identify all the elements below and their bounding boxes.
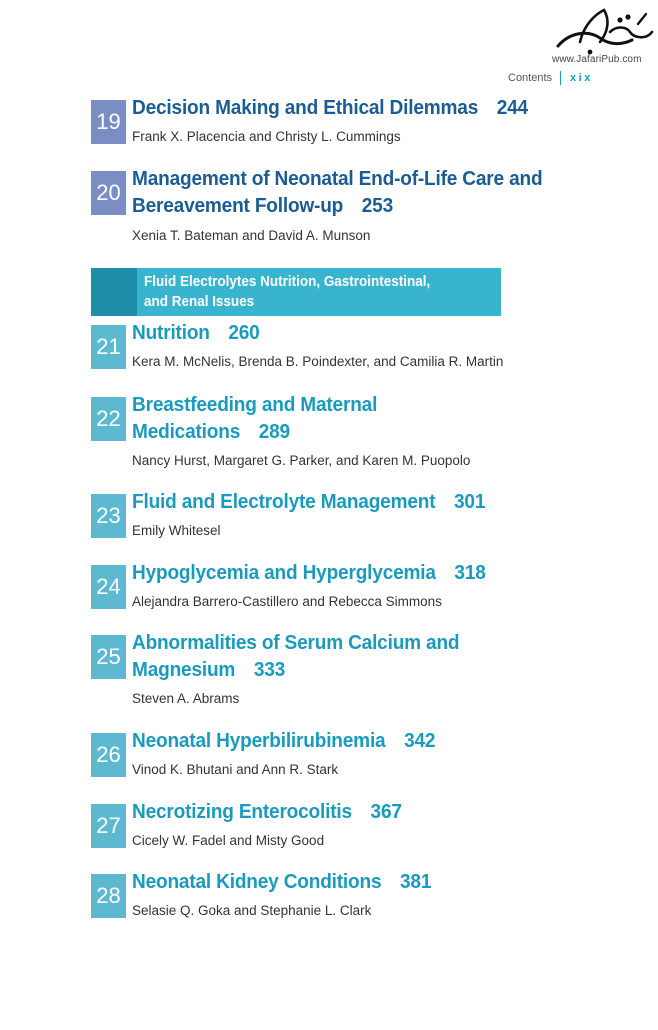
chapter-authors: Steven A. Abrams	[132, 691, 240, 706]
chapter-authors: Vinod K. Bhutani and Ann R. Stark	[132, 762, 339, 777]
section-title: Fluid Electrolytes Nutrition, Gastrointestinal, and Renal Issues	[144, 274, 431, 310]
chapter-title[interactable]: Nutrition 260	[132, 321, 260, 344]
chapter-number: 19	[91, 100, 126, 144]
chapter-title[interactable]: Hypoglycemia and Hyperglycemia 318	[132, 561, 486, 584]
chapter-title[interactable]: Neonatal Hyperbilirubinemia 342	[132, 729, 436, 752]
chapter-number: 21	[91, 325, 126, 369]
chapter-authors: Frank X. Placencia and Christy L. Cummings	[132, 129, 401, 144]
chapter-page: 301	[453, 490, 486, 513]
chapter-authors: Emily Whitesel	[132, 523, 221, 538]
chapter-number: 23	[91, 494, 126, 538]
chapter-authors: Kera M. McNelis, Brenda B. Poindexter, and Camilia R. Martin	[132, 354, 504, 369]
chapter-page: 381	[399, 870, 432, 893]
chapter-title[interactable]: Necrotizing Enterocolitis 367	[132, 800, 402, 823]
chapter-authors: Selasie Q. Goka and Stephanie L. Clark	[132, 903, 372, 918]
chapter-page: 244	[496, 96, 528, 119]
chapter-number: 27	[91, 804, 126, 848]
chapter-title[interactable]: Abnormalities of Serum Calcium and Magnesium 333	[132, 631, 460, 681]
chapter-page: 367	[370, 800, 402, 823]
chapter-page: 260	[228, 321, 260, 344]
section-banner	[91, 268, 501, 316]
chapter-page: 342	[404, 729, 436, 752]
chapter-number: 20	[91, 171, 126, 215]
chapter-page: 289	[258, 420, 290, 443]
chapter-number: 22	[91, 397, 126, 441]
chapter-authors: Xenia T. Bateman and David A. Munson	[132, 228, 371, 243]
header-divider	[560, 71, 561, 85]
chapter-title[interactable]: Breastfeeding and Maternal Medications 289	[132, 393, 378, 443]
chapter-authors: Cicely W. Fadel and Misty Good	[132, 833, 325, 848]
chapter-title[interactable]: Fluid and Electrolyte Management 301	[132, 490, 486, 513]
chapter-number: 28	[91, 874, 126, 918]
chapter-authors: Nancy Hurst, Margaret G. Parker, and Karen M. Puopolo	[132, 453, 471, 468]
chapter-number: 25	[91, 635, 126, 679]
chapter-number: 24	[91, 565, 126, 609]
chapter-number: 26	[91, 733, 126, 777]
chapter-title[interactable]: Management of Neonatal End-of-Life Care and Bereavement Follow-up 253	[132, 167, 543, 217]
chapter-title[interactable]: Decision Making and Ethical Dilemmas 244	[132, 96, 528, 119]
chapter-page: 318	[454, 561, 486, 584]
header-page-number: xix	[570, 72, 593, 84]
chapter-title[interactable]: Neonatal Kidney Conditions 381	[132, 870, 432, 893]
chapter-authors: Alejandra Barrero-Castillero and Rebecca Simmons	[132, 594, 442, 609]
section-banner-block	[91, 268, 137, 316]
chapter-page: 333	[253, 658, 286, 681]
chapter-page: 253	[361, 194, 394, 217]
running-header	[508, 71, 593, 85]
watermark-url: www.JafariPub.com	[552, 54, 642, 65]
header-section-label: Contents	[508, 72, 553, 84]
